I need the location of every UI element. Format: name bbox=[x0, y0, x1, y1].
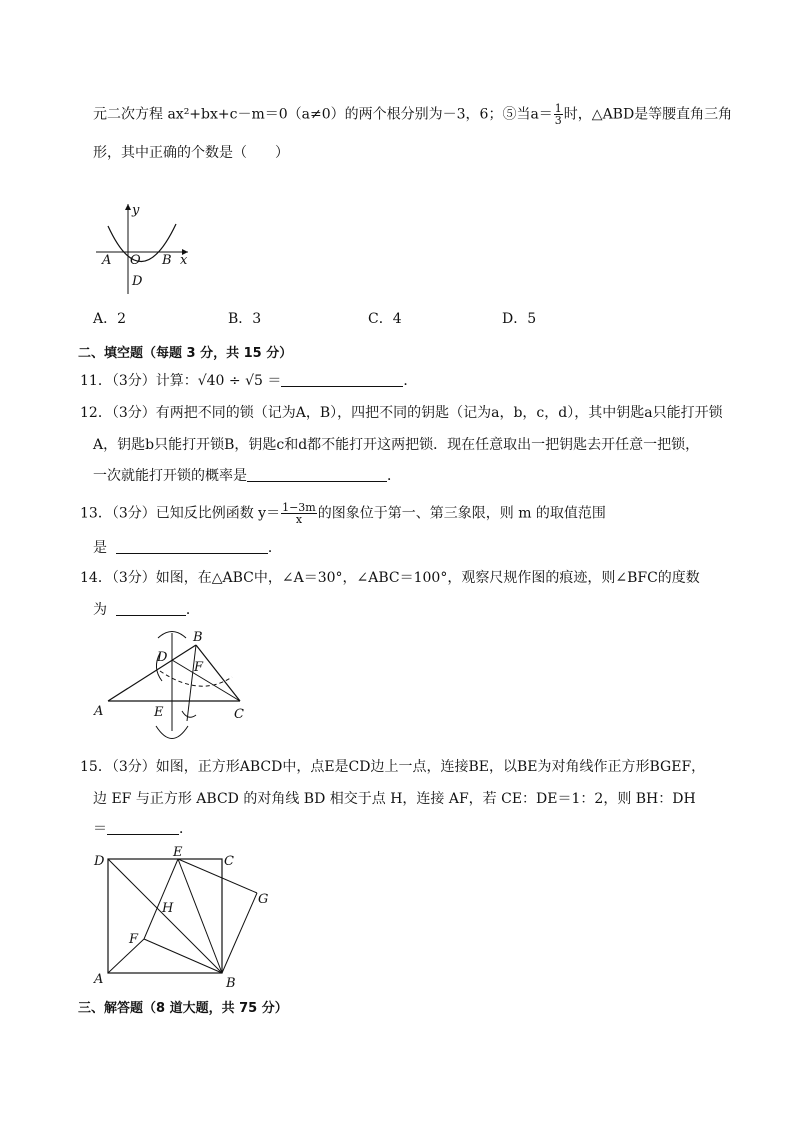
q14-line1: 14．（3分）如图，在△ABC中，∠A＝30°，∠ABC＝100°，观察尺规作图的痕迹，则∠BFC的度数 bbox=[80, 570, 700, 586]
q13-line1-a: 13．（3分）已知反比例函数 y＝ bbox=[80, 505, 281, 522]
q15-line3-text: ＝ bbox=[93, 821, 107, 837]
q14-side-AB bbox=[108, 645, 196, 701]
q15-label-F: F bbox=[129, 932, 139, 947]
q10-label-D: D bbox=[132, 274, 143, 289]
q15-line2: 边 EF 与正方形 ABCD 的对角线 BD 相交于点 H，连接 AF，若 CE：DE＝1：2，则 BH：DH bbox=[93, 791, 696, 807]
q11-text: 11．（3分）计算：√40 ÷ √5 ＝ bbox=[80, 373, 282, 389]
q15-segment-AF bbox=[108, 939, 144, 973]
q10-label-A: A bbox=[102, 253, 112, 268]
q13-line1 bbox=[80, 502, 606, 525]
q10-label-O: O bbox=[130, 253, 141, 268]
q14-answer-blank[interactable] bbox=[116, 601, 186, 616]
q12-line1: 12．（3分）有两把不同的锁（记为A，B），四把不同的钥匙（记为a，b，c，d），其中钥匙a只能打开锁 bbox=[80, 405, 723, 421]
q11-answer-blank[interactable] bbox=[281, 372, 403, 387]
q14-line2-text: 为 bbox=[93, 602, 107, 618]
q13-frac-den: x bbox=[295, 513, 303, 526]
q13-line1-b: 的图象位于第一、第三象限，则 m 的取值范围 bbox=[317, 505, 606, 522]
q13-line2: 是 ． bbox=[93, 540, 282, 556]
q14-bisector-BF bbox=[187, 645, 196, 721]
section2-heading: 二、填空题（每题 3 分，共 15 分） bbox=[78, 346, 293, 361]
q15-label-E: E bbox=[173, 845, 183, 860]
q15-answer-blank[interactable] bbox=[107, 820, 179, 835]
q10-label-B: B bbox=[162, 253, 172, 268]
q14-arc-bottom-small bbox=[182, 711, 196, 717]
q14-line2: 为 ． bbox=[93, 602, 200, 618]
q15-side-EF bbox=[144, 859, 178, 939]
q13-answer-blank[interactable] bbox=[116, 539, 268, 554]
q10-line2: 形，其中正确的个数是（ ） bbox=[93, 145, 289, 161]
q14-triangle-figure bbox=[90, 623, 260, 748]
q10-line1 bbox=[93, 103, 732, 126]
q10-line1-b: 时，△ABD是等腰直角三角 bbox=[563, 106, 733, 123]
q13-fraction bbox=[281, 502, 317, 525]
q10-line1-a: 元二次方程 ax²+bx+c－m＝0（a≠0）的两个根分别为－3，6；⑤当a＝ bbox=[93, 106, 553, 123]
q15-label-A: A bbox=[94, 972, 104, 987]
q15-side-GB bbox=[222, 893, 257, 973]
q12-answer-blank[interactable] bbox=[247, 467, 387, 482]
q14-label-E: E bbox=[154, 705, 164, 720]
q10-option-b: B．3 bbox=[228, 311, 262, 327]
section3-heading: 三、解答题（8 道大题，共 75 分） bbox=[78, 1001, 288, 1016]
q15-side-FB bbox=[144, 939, 222, 973]
q15-label-G: G bbox=[258, 892, 269, 907]
q15-label-H: H bbox=[162, 901, 174, 916]
q11: 11．（3分）计算：√40 ÷ √5 ＝ ． bbox=[80, 373, 418, 389]
q14-label-D: D bbox=[157, 650, 168, 665]
q10-option-c: C．4 bbox=[368, 311, 402, 327]
q10-y-arrow bbox=[125, 204, 131, 210]
q12-line3-text: 一次就能打开锁的概率是 bbox=[93, 468, 247, 484]
q10-label-x: x bbox=[180, 253, 188, 268]
q10-option-a: A．2 bbox=[93, 311, 127, 327]
q13-frac-num: 1−3m bbox=[282, 501, 316, 514]
q10-frac-den: 3 bbox=[554, 114, 562, 127]
q15-diagonal-BD bbox=[108, 859, 222, 973]
q15-segment-BE bbox=[178, 859, 222, 973]
q14-label-F: F bbox=[194, 660, 204, 675]
q12-line3: 一次就能打开锁的概率是 ． bbox=[93, 468, 401, 484]
q15-label-D: D bbox=[94, 854, 105, 869]
q15-label-C: C bbox=[224, 854, 234, 869]
q15-line3: ＝ ． bbox=[93, 821, 193, 837]
q15-side-EG bbox=[178, 859, 257, 893]
q14-label-A: A bbox=[94, 704, 104, 719]
q10-parabola-figure bbox=[92, 200, 192, 300]
q15-label-B: B bbox=[226, 976, 236, 991]
q15-square-figure bbox=[90, 845, 280, 990]
q14-segment-DC bbox=[172, 660, 240, 701]
q10-option-d: D．5 bbox=[502, 311, 537, 327]
q10-frac-num: 1 bbox=[554, 102, 562, 115]
q15-line1: 15．（3分）如图，正方形ABCD中，点E是CD边上一点，连接BE，以BE为对角线作正方形BGEF， bbox=[80, 759, 706, 775]
q10-fraction bbox=[554, 103, 563, 126]
q14-label-B: B bbox=[193, 630, 203, 645]
q14-label-C: C bbox=[234, 707, 244, 722]
q13-line2-text: 是 bbox=[93, 540, 107, 556]
q10-label-y: y bbox=[132, 203, 140, 218]
q12-line2: A，钥匙b只能打开锁B，钥匙c和d都不能打开这两把锁．现在任意取出一把钥匙去开任意一把锁， bbox=[93, 437, 700, 453]
